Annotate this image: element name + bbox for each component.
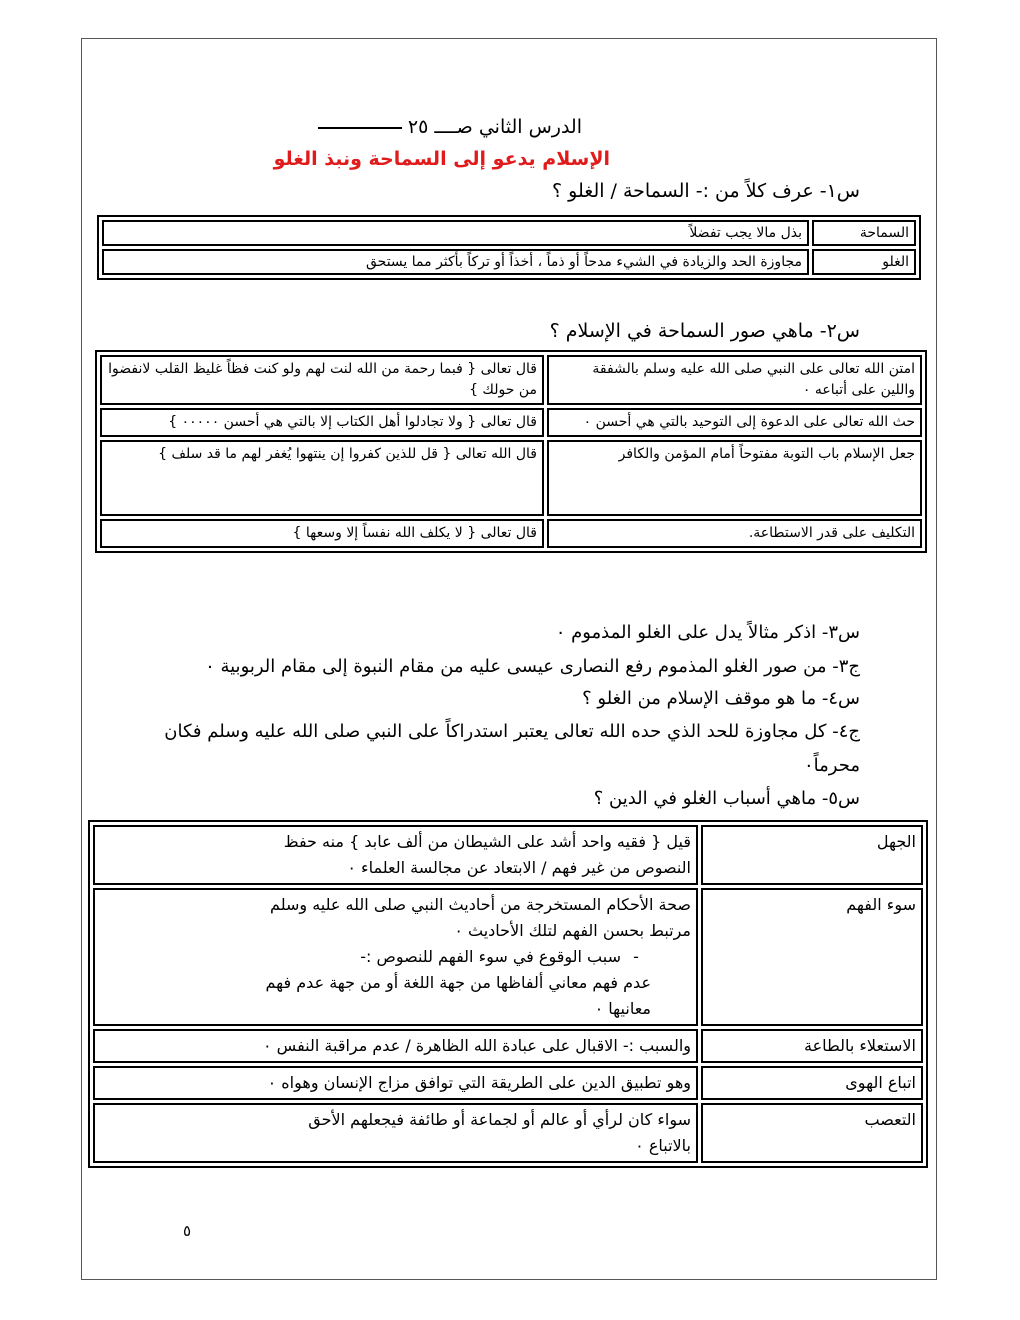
page-number: ٥ [183, 1222, 192, 1240]
explanation-line: سواء كان لرأي أو عالم أو لجماعة أو طائفة فيجعلهم الأحق [308, 1110, 691, 1129]
definition-cell: بذل مالا يجب تفضلاً [102, 220, 809, 246]
explanation-line: والسبب :- الاقبال على عبادة الله الظاهرة / عدم مراقبة النفس ٠ [263, 1036, 691, 1055]
table-row [100, 519, 922, 548]
cause-cell: الاستعلاء بالطاعة [701, 1029, 923, 1063]
evidence-cell: قال تعالى { لا يكلف الله نفساً إلا وسعها } [100, 519, 544, 548]
answer-4-line-2: محرماً٠ [804, 755, 860, 776]
table-row [93, 825, 923, 885]
question-1: س١- عرف كلاً من :- السماحة / الغلو ؟ [552, 180, 860, 202]
explanation-line: عدم فهم معاني ألفاظها من جهة اللغة أو من جهة عدم فهم [265, 973, 651, 992]
evidence-cell: قال تعالى { ولا تجادلوا أهل الكتاب إلا بالتي هي أحسن ٠٠٠٠٠ } [100, 408, 544, 437]
explanation-line: مرتبط بحسن الفهم لتلك الأحاديث ٠ [454, 921, 691, 940]
table-row [93, 1103, 923, 1163]
definition-cell: مجاوزة الحد والزيادة في الشيء مدحاً أو ذماً ، أخذاً أو تركاً بأكثر مما يستحق [102, 249, 809, 275]
form-cell: التكليف على قدر الاستطاعة. [547, 519, 922, 548]
form-cell: جعل الإسلام باب التوبة مفتوحاً أمام المؤمن والكافر [547, 440, 922, 516]
explanation-cell [93, 1103, 698, 1163]
explanation-line: معانيها ٠ [594, 999, 651, 1018]
explanation-cell [93, 1066, 698, 1100]
term-cell: السماحة [812, 220, 916, 246]
bullet-item: -سبب الوقوع في سوء الفهم للنصوص :- [100, 944, 691, 970]
table-row [93, 1066, 923, 1100]
explanation-line: قيل { فقيه واحد أشد على الشيطان من ألف عابد } منه حفظ [283, 832, 691, 851]
table-row [102, 220, 916, 246]
tolerance-forms-table [95, 350, 927, 553]
dash-icon: - [633, 947, 639, 966]
lesson-title: الدرس الثاني صــــ ٢٥ [318, 116, 582, 138]
explanation-cell [93, 1029, 698, 1063]
question-4: س٤- ما هو موقف الإسلام من الغلو ؟ [582, 688, 860, 709]
cause-cell: التعصب [701, 1103, 923, 1163]
table-row [93, 888, 923, 1026]
table-row [100, 408, 922, 437]
main-title: الإسلام يدعو إلى السماحة ونبذ الغلو [273, 148, 610, 170]
question-5: س٥- ماهي أسباب الغلو في الدين ؟ [593, 788, 860, 809]
question-3: س٣- اذكر مثالاً يدل على الغلو المذموم ٠ [555, 622, 860, 643]
explanation-line: وهو تطبيق الدين على الطريقة التي توافق مزاج الإنسان وهواه ٠ [267, 1073, 691, 1092]
answer-3: ج٣- من صور الغلو المذموم رفع النصارى عيسى عليه من مقام النبوة إلى مقام الربوبية ٠ [205, 656, 860, 677]
title-underline [318, 127, 402, 129]
explanation-line: بالاتباع ٠ [635, 1136, 691, 1155]
question-2: س٢- ماهي صور السماحة في الإسلام ؟ [549, 320, 860, 342]
term-cell: الغلو [812, 249, 916, 275]
cause-cell: سوء الفهم [701, 888, 923, 1026]
cause-cell: اتباع الهوى [701, 1066, 923, 1100]
answer-4-line-1: ج٤- كل مجاوزة للحد الذي حده الله تعالى يعتبر استدراكاً على النبي صلى الله عليه وسلم فكان [164, 721, 860, 742]
definitions-table [97, 215, 921, 280]
cause-cell: الجهل [701, 825, 923, 885]
table-row [93, 1029, 923, 1063]
table-row [100, 440, 922, 516]
form-cell: حث الله تعالى على الدعوة إلى التوحيد بالتي هي أحسن ٠ [547, 408, 922, 437]
evidence-cell: قال تعالى { فبما رحمة من الله لنت لهم ولو كنت فظاً غليظ القلب لانفضوا من حولك } [100, 355, 544, 405]
evidence-cell: قال الله تعالى { قل للذين كفروا إن ينتهوا يُغفر لهم ما قد سلف } [100, 440, 544, 516]
table-row [102, 249, 916, 275]
explanation-line: النصوص من غير فهم / الابتعاد عن مجالسة العلماء ٠ [347, 858, 691, 877]
extremism-causes-table [88, 820, 928, 1168]
form-cell: امتن الله تعالى على النبي صلى الله عليه وسلم بالشفقة واللين على أتباعه ٠ [547, 355, 922, 405]
explanation-cell [93, 888, 698, 1026]
explanation-line: صحة الأحكام المستخرجة من أحاديث النبي صلى الله عليه وسلم [270, 895, 691, 914]
explanation-cell [93, 825, 698, 885]
table-row [100, 355, 922, 405]
